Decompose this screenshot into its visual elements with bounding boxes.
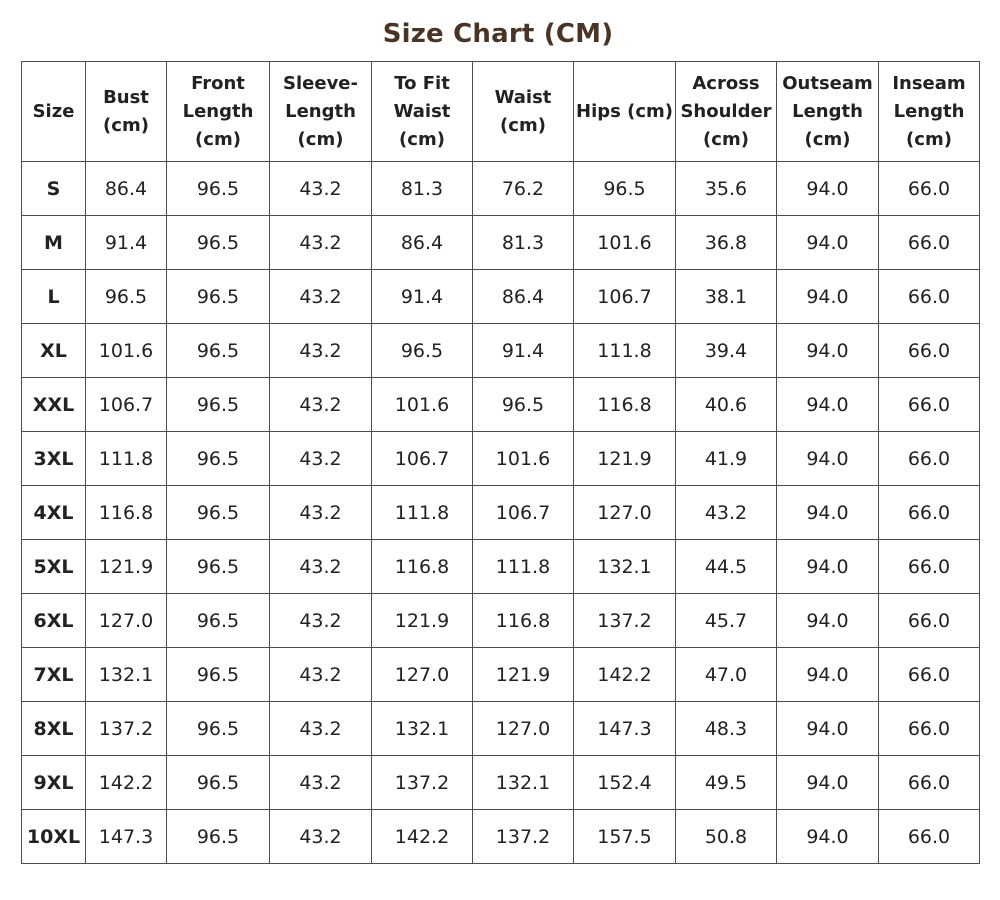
column-header-line: (cm) — [804, 128, 851, 150]
table-row — [22, 486, 980, 540]
table-row — [22, 324, 980, 378]
measurement-cell-hips: 157.5 — [574, 810, 676, 864]
size-label-cell: XXL — [22, 378, 86, 432]
page-title: Size Chart (CM) — [382, 19, 614, 49]
measurement-cell-outseam-length: 94.0 — [777, 162, 879, 216]
column-header-line: Bust — [103, 86, 149, 108]
column-header-line: (cm) — [703, 128, 749, 150]
size-label-cell: 7XL — [22, 648, 86, 702]
column-header-line: (cm) — [500, 114, 546, 136]
measurement-cell-hips: 127.0 — [574, 486, 676, 540]
measurement-cell-to-fit-waist: 111.8 — [372, 486, 473, 540]
column-header-line: (cm) — [297, 128, 344, 150]
size-label-cell: 4XL — [22, 486, 86, 540]
measurement-cell-front-length: 96.5 — [167, 648, 270, 702]
measurement-cell-bust: 147.3 — [86, 810, 167, 864]
measurement-cell-across-shoulder: 40.6 — [676, 378, 777, 432]
table-row — [22, 810, 980, 864]
size-label-cell: 9XL — [22, 756, 86, 810]
measurement-cell-hips: 111.8 — [574, 324, 676, 378]
measurement-cell-bust: 121.9 — [86, 540, 167, 594]
measurement-cell-sleeve-length: 43.2 — [270, 594, 372, 648]
measurement-cell-front-length: 96.5 — [167, 270, 270, 324]
table-row — [22, 756, 980, 810]
measurement-cell-waist: 86.4 — [473, 270, 574, 324]
measurement-cell-to-fit-waist: 86.4 — [372, 216, 473, 270]
measurement-cell-hips: 96.5 — [574, 162, 676, 216]
measurement-cell-across-shoulder: 49.5 — [676, 756, 777, 810]
measurement-cell-front-length: 96.5 — [167, 378, 270, 432]
measurement-cell-bust: 111.8 — [86, 432, 167, 486]
column-header-line: Inseam — [892, 72, 966, 94]
measurement-cell-across-shoulder: 41.9 — [676, 432, 777, 486]
measurement-cell-front-length: 96.5 — [167, 486, 270, 540]
measurement-cell-sleeve-length: 43.2 — [270, 810, 372, 864]
measurement-cell-across-shoulder: 43.2 — [676, 486, 777, 540]
column-header-line: (cm) — [399, 128, 445, 150]
measurement-cell-bust: 91.4 — [86, 216, 167, 270]
measurement-cell-waist: 76.2 — [473, 162, 574, 216]
measurement-cell-inseam-length: 66.0 — [879, 486, 980, 540]
measurement-cell-bust: 127.0 — [86, 594, 167, 648]
column-header-line: Waist — [393, 100, 451, 122]
measurement-cell-outseam-length: 94.0 — [777, 216, 879, 270]
measurement-cell-to-fit-waist: 137.2 — [372, 756, 473, 810]
measurement-cell-to-fit-waist: 116.8 — [372, 540, 473, 594]
column-header-line: (cm) — [906, 128, 952, 150]
column-header-line: Length — [285, 100, 356, 122]
column-header-line: Length — [893, 100, 965, 122]
size-label-cell: L — [22, 270, 86, 324]
measurement-cell-waist: 137.2 — [473, 810, 574, 864]
column-header-line: Length — [792, 100, 863, 122]
measurement-cell-outseam-length: 94.0 — [777, 756, 879, 810]
measurement-cell-outseam-length: 94.0 — [777, 810, 879, 864]
measurement-cell-across-shoulder: 50.8 — [676, 810, 777, 864]
measurement-cell-outseam-length: 94.0 — [777, 324, 879, 378]
size-label-cell: 6XL — [22, 594, 86, 648]
measurement-cell-waist: 106.7 — [473, 486, 574, 540]
size-label-cell: 3XL — [22, 432, 86, 486]
size-label-cell: 10XL — [22, 810, 86, 864]
size-label-cell: 8XL — [22, 702, 86, 756]
measurement-cell-front-length: 96.5 — [167, 324, 270, 378]
measurement-cell-sleeve-length: 43.2 — [270, 540, 372, 594]
measurement-cell-inseam-length: 66.0 — [879, 810, 980, 864]
column-header-inseam-length — [879, 62, 980, 162]
column-header-bust — [86, 62, 167, 162]
column-header-size — [22, 62, 86, 162]
measurement-cell-inseam-length: 66.0 — [879, 702, 980, 756]
measurement-cell-bust: 137.2 — [86, 702, 167, 756]
column-header-sleeve-length — [270, 62, 372, 162]
measurement-cell-waist: 127.0 — [473, 702, 574, 756]
measurement-cell-sleeve-length: 43.2 — [270, 486, 372, 540]
column-header-line: Hips (cm) — [576, 100, 673, 122]
measurement-cell-hips: 132.1 — [574, 540, 676, 594]
measurement-cell-waist: 91.4 — [473, 324, 574, 378]
measurement-cell-hips: 142.2 — [574, 648, 676, 702]
column-header-line: To Fit — [394, 72, 450, 94]
table-row — [22, 270, 980, 324]
measurement-cell-front-length: 96.5 — [167, 540, 270, 594]
column-header-line: Size — [32, 100, 75, 122]
column-header-line: (cm) — [103, 114, 149, 136]
size-label-cell: XL — [22, 324, 86, 378]
column-header-line: Sleeve- — [283, 72, 358, 94]
measurement-cell-hips: 137.2 — [574, 594, 676, 648]
column-header-line: Front — [191, 72, 245, 94]
measurement-cell-across-shoulder: 38.1 — [676, 270, 777, 324]
measurement-cell-waist: 96.5 — [473, 378, 574, 432]
table-row — [22, 594, 980, 648]
measurement-cell-front-length: 96.5 — [167, 432, 270, 486]
measurement-cell-to-fit-waist: 106.7 — [372, 432, 473, 486]
size-label-cell: 5XL — [22, 540, 86, 594]
measurement-cell-hips: 101.6 — [574, 216, 676, 270]
measurement-cell-inseam-length: 66.0 — [879, 216, 980, 270]
size-label-cell: M — [22, 216, 86, 270]
table-row — [22, 648, 980, 702]
measurement-cell-outseam-length: 94.0 — [777, 432, 879, 486]
column-header-to-fit-waist — [372, 62, 473, 162]
measurement-cell-front-length: 96.5 — [167, 594, 270, 648]
measurement-cell-to-fit-waist: 96.5 — [372, 324, 473, 378]
measurement-cell-waist: 101.6 — [473, 432, 574, 486]
measurement-cell-outseam-length: 94.0 — [777, 702, 879, 756]
table-row — [22, 216, 980, 270]
measurement-cell-hips: 121.9 — [574, 432, 676, 486]
measurement-cell-outseam-length: 94.0 — [777, 648, 879, 702]
measurement-cell-across-shoulder: 45.7 — [676, 594, 777, 648]
table-row — [22, 162, 980, 216]
column-header-hips — [574, 62, 676, 162]
measurement-cell-sleeve-length: 43.2 — [270, 702, 372, 756]
column-header-line: Length — [182, 100, 254, 122]
table-row — [22, 540, 980, 594]
measurement-cell-hips: 116.8 — [574, 378, 676, 432]
column-header-line: (cm) — [195, 128, 241, 150]
measurement-cell-inseam-length: 66.0 — [879, 270, 980, 324]
measurement-cell-to-fit-waist: 91.4 — [372, 270, 473, 324]
measurement-cell-sleeve-length: 43.2 — [270, 648, 372, 702]
size-label-cell: S — [22, 162, 86, 216]
measurement-cell-across-shoulder: 47.0 — [676, 648, 777, 702]
measurement-cell-front-length: 96.5 — [167, 702, 270, 756]
table-body — [22, 162, 980, 864]
measurement-cell-outseam-length: 94.0 — [777, 594, 879, 648]
measurement-cell-hips: 106.7 — [574, 270, 676, 324]
measurement-cell-across-shoulder: 35.6 — [676, 162, 777, 216]
measurement-cell-sleeve-length: 43.2 — [270, 270, 372, 324]
measurement-cell-inseam-length: 66.0 — [879, 324, 980, 378]
measurement-cell-front-length: 96.5 — [167, 162, 270, 216]
measurement-cell-sleeve-length: 43.2 — [270, 324, 372, 378]
column-header-outseam-length — [777, 62, 879, 162]
measurement-cell-bust: 132.1 — [86, 648, 167, 702]
measurement-cell-across-shoulder: 48.3 — [676, 702, 777, 756]
measurement-cell-outseam-length: 94.0 — [777, 270, 879, 324]
measurement-cell-bust: 106.7 — [86, 378, 167, 432]
column-header-line: Waist — [494, 86, 552, 108]
measurement-cell-hips: 152.4 — [574, 756, 676, 810]
table-row — [22, 432, 980, 486]
measurement-cell-waist: 121.9 — [473, 648, 574, 702]
measurement-cell-inseam-length: 66.0 — [879, 594, 980, 648]
measurement-cell-waist: 132.1 — [473, 756, 574, 810]
measurement-cell-outseam-length: 94.0 — [777, 540, 879, 594]
measurement-cell-sleeve-length: 43.2 — [270, 378, 372, 432]
measurement-cell-waist: 81.3 — [473, 216, 574, 270]
measurement-cell-front-length: 96.5 — [167, 756, 270, 810]
table-header-row — [22, 62, 980, 162]
measurement-cell-inseam-length: 66.0 — [879, 540, 980, 594]
column-header-line: Across — [692, 72, 760, 94]
size-chart-table — [21, 61, 980, 864]
measurement-cell-to-fit-waist: 81.3 — [372, 162, 473, 216]
measurement-cell-sleeve-length: 43.2 — [270, 162, 372, 216]
measurement-cell-bust: 142.2 — [86, 756, 167, 810]
measurement-cell-inseam-length: 66.0 — [879, 378, 980, 432]
measurement-cell-inseam-length: 66.0 — [879, 648, 980, 702]
measurement-cell-across-shoulder: 39.4 — [676, 324, 777, 378]
measurement-cell-to-fit-waist: 127.0 — [372, 648, 473, 702]
measurement-cell-hips: 147.3 — [574, 702, 676, 756]
measurement-cell-bust: 101.6 — [86, 324, 167, 378]
measurement-cell-across-shoulder: 44.5 — [676, 540, 777, 594]
measurement-cell-outseam-length: 94.0 — [777, 486, 879, 540]
table-row — [22, 702, 980, 756]
table-row — [22, 378, 980, 432]
measurement-cell-bust: 96.5 — [86, 270, 167, 324]
measurement-cell-sleeve-length: 43.2 — [270, 432, 372, 486]
measurement-cell-bust: 116.8 — [86, 486, 167, 540]
measurement-cell-sleeve-length: 43.2 — [270, 756, 372, 810]
measurement-cell-to-fit-waist: 101.6 — [372, 378, 473, 432]
column-header-line: Outseam — [782, 72, 873, 94]
column-header-front-length — [167, 62, 270, 162]
measurement-cell-to-fit-waist: 132.1 — [372, 702, 473, 756]
measurement-cell-to-fit-waist: 121.9 — [372, 594, 473, 648]
measurement-cell-waist: 111.8 — [473, 540, 574, 594]
measurement-cell-bust: 86.4 — [86, 162, 167, 216]
measurement-cell-waist: 116.8 — [473, 594, 574, 648]
column-header-across-shoulder — [676, 62, 777, 162]
measurement-cell-inseam-length: 66.0 — [879, 162, 980, 216]
measurement-cell-front-length: 96.5 — [167, 216, 270, 270]
column-header-line: Shoulder — [680, 100, 772, 122]
measurement-cell-inseam-length: 66.0 — [879, 756, 980, 810]
measurement-cell-front-length: 96.5 — [167, 810, 270, 864]
measurement-cell-to-fit-waist: 142.2 — [372, 810, 473, 864]
measurement-cell-outseam-length: 94.0 — [777, 378, 879, 432]
measurement-cell-sleeve-length: 43.2 — [270, 216, 372, 270]
column-header-waist — [473, 62, 574, 162]
measurement-cell-inseam-length: 66.0 — [879, 432, 980, 486]
measurement-cell-across-shoulder: 36.8 — [676, 216, 777, 270]
